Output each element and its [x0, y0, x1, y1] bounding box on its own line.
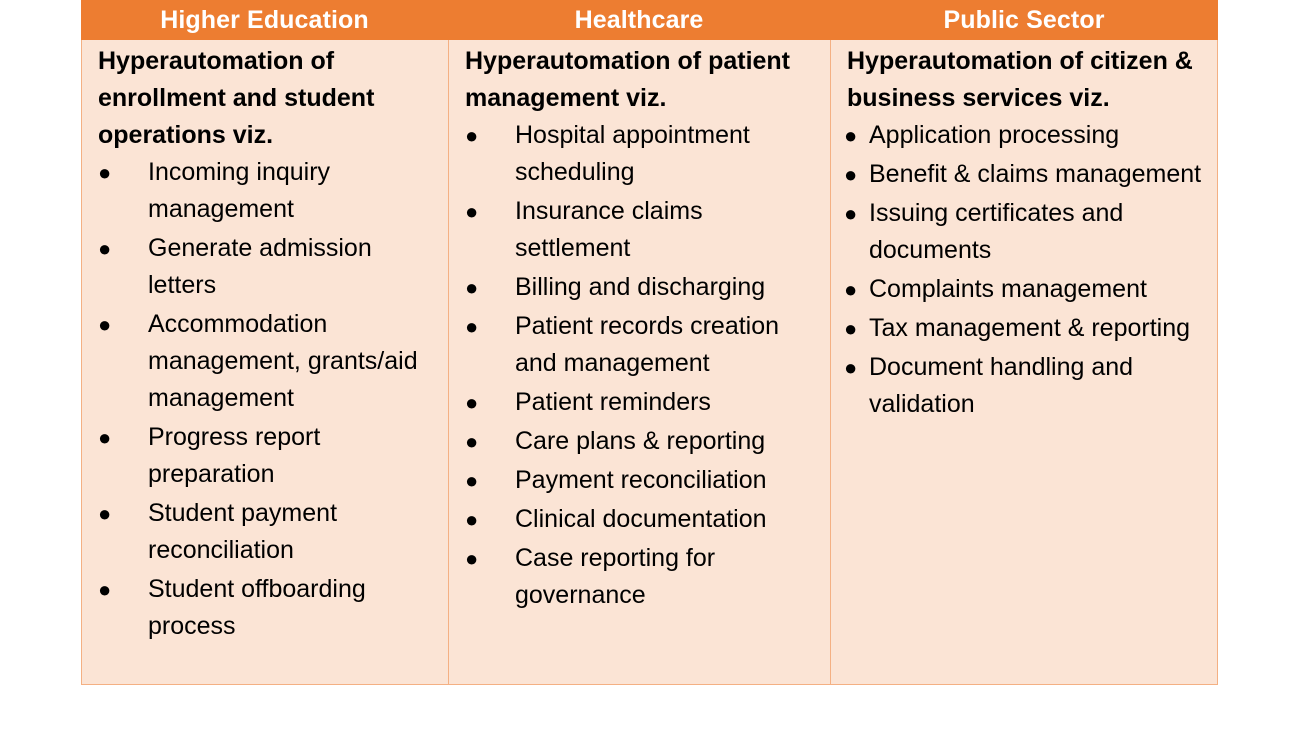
list-item — [82, 571, 448, 645]
list-item-text: Application processing — [869, 121, 1120, 149]
list-item-text: Progress report preparation — [148, 423, 321, 488]
list-item — [449, 462, 830, 499]
list-item — [449, 501, 830, 538]
list-item — [449, 117, 830, 191]
list-item-text: Generate admission letters — [148, 234, 372, 299]
list-item-text: Care plans & reporting — [515, 427, 766, 455]
list-item-text: Document handling and validation — [869, 353, 1134, 418]
header-public-sector: Public Sector — [830, 0, 1218, 40]
header-healthcare: Healthcare — [448, 0, 830, 40]
column-healthcare — [448, 40, 830, 685]
bullet-dot-icon: ● — [98, 501, 112, 526]
bullet-dot-icon: ● — [465, 507, 479, 532]
column-public-sector — [830, 40, 1218, 685]
list-item-text: Case reporting for governance — [515, 544, 716, 609]
list-item-text: Tax management & reporting — [869, 314, 1191, 342]
list-item — [831, 156, 1217, 193]
header-higher-education: Higher Education — [81, 0, 448, 40]
bullet-dot-icon: ● — [465, 199, 479, 224]
list-item-text: Hospital appointment scheduling — [515, 121, 750, 186]
list-item — [449, 384, 830, 421]
list-item-text: Billing and discharging — [515, 273, 766, 301]
bullet-dot-icon: ● — [844, 123, 858, 148]
list-item-text: Accommodation management, grants/aid management — [148, 310, 418, 412]
bullet-dot-icon: ● — [844, 355, 858, 380]
list-item-text: Patient records creation and management — [515, 312, 780, 377]
list-item — [82, 495, 448, 569]
bullet-dot-icon: ● — [844, 201, 858, 226]
column-higher-education — [81, 40, 448, 685]
bullet-dot-icon: ● — [98, 160, 112, 185]
list-item — [831, 195, 1217, 269]
bullet-dot-icon: ● — [465, 429, 479, 454]
list-item — [831, 271, 1217, 308]
bullet-dot-icon: ● — [98, 425, 112, 450]
list-item-text: Patient reminders — [515, 388, 711, 416]
list-item-text: Payment reconciliation — [515, 466, 767, 494]
bullet-dot-icon: ● — [98, 236, 112, 261]
list-item-text: Insurance claims settlement — [515, 197, 703, 262]
bullet-dot-icon: ● — [465, 275, 479, 300]
bullet-dot-icon: ● — [465, 546, 479, 571]
item-list — [831, 117, 1217, 423]
list-item — [449, 423, 830, 460]
industry-table — [81, 0, 1218, 685]
list-item — [449, 269, 830, 306]
list-item — [831, 310, 1217, 347]
column-heading: Hyperautomation of citizen & business services viz. — [847, 47, 1193, 112]
list-item — [449, 308, 830, 382]
list-item-text: Benefit & claims management — [869, 160, 1202, 188]
bullet-dot-icon: ● — [98, 577, 112, 602]
bullet-dot-icon: ● — [844, 162, 858, 187]
bullet-dot-icon: ● — [465, 123, 479, 148]
list-item — [82, 419, 448, 493]
list-item — [82, 306, 448, 417]
bullet-dot-icon: ● — [844, 316, 858, 341]
bullet-dot-icon: ● — [465, 468, 479, 493]
column-heading: Hyperautomation of enrollment and student operations viz. — [98, 47, 375, 149]
list-item — [449, 193, 830, 267]
list-item — [82, 154, 448, 228]
list-item-text: Student payment reconciliation — [148, 499, 338, 564]
list-item-text: Clinical documentation — [515, 505, 767, 533]
list-item-text: Student offboarding process — [148, 575, 366, 640]
list-item — [831, 117, 1217, 154]
bullet-dot-icon: ● — [465, 390, 479, 415]
column-heading: Hyperautomation of patient management viz. — [465, 47, 791, 112]
list-item — [82, 230, 448, 304]
item-list — [449, 117, 830, 614]
list-item — [449, 540, 830, 614]
bullet-dot-icon: ● — [844, 277, 858, 302]
list-item-text: Issuing certificates and documents — [869, 199, 1124, 264]
list-item-text: Incoming inquiry management — [148, 158, 331, 223]
list-item-text: Complaints management — [869, 275, 1147, 303]
list-item — [831, 349, 1217, 423]
item-list — [82, 154, 448, 645]
bullet-dot-icon: ● — [98, 312, 112, 337]
bullet-dot-icon: ● — [465, 314, 479, 339]
